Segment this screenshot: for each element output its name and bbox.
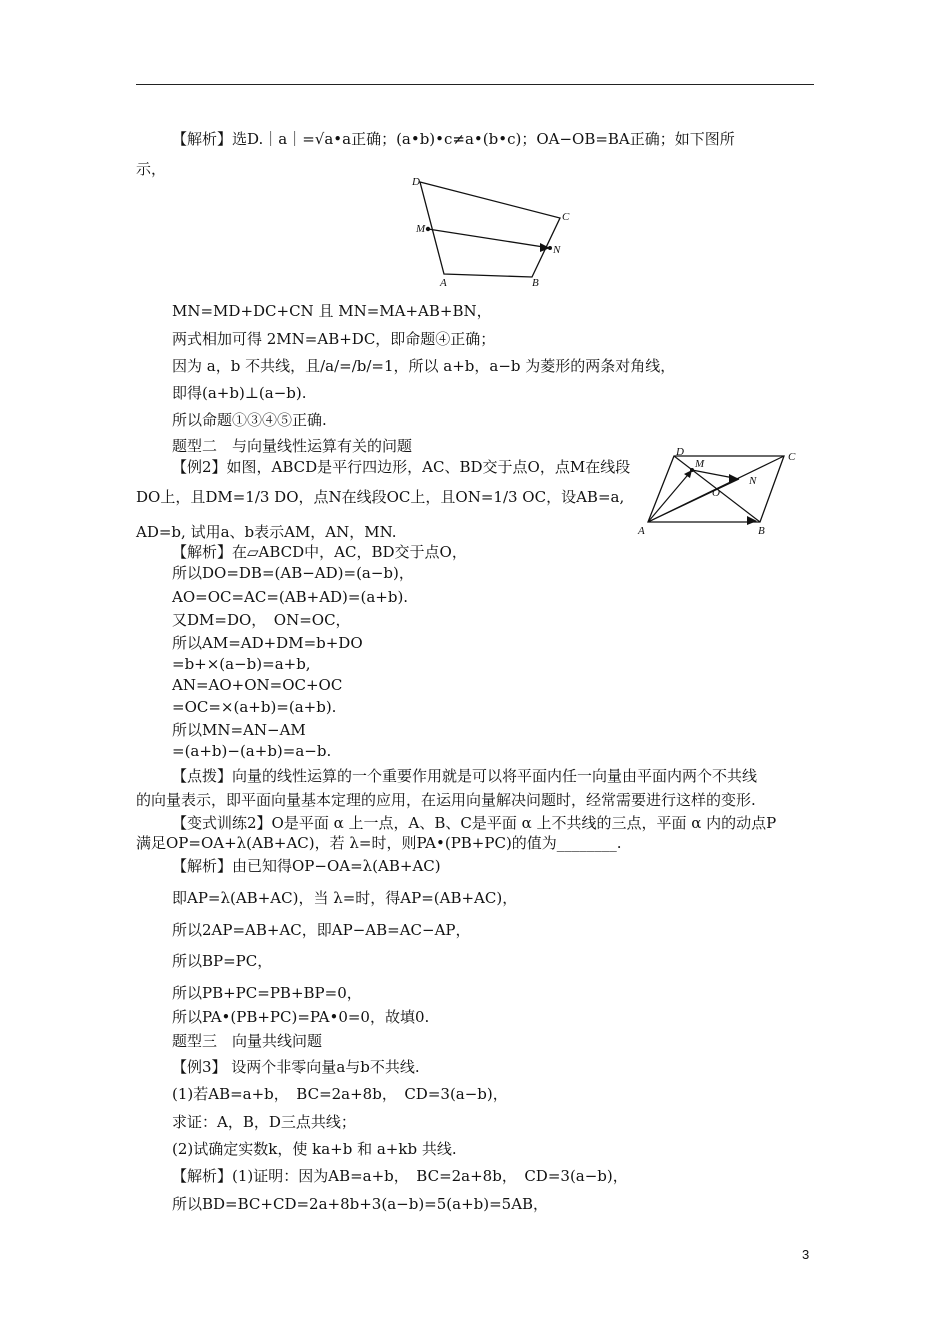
label-O: O — [712, 487, 720, 499]
text-line: 【解析】(1)证明：因为AB=a+b， BC=2a+8b， CD=3(a−b)， — [172, 1167, 628, 1185]
text-line: 所以MN=AN−AM — [172, 721, 306, 739]
text-line: 所以BP=PC， — [172, 952, 273, 970]
text-line: 所以PA•(PB+PC)=PA•0=0，故填0. — [172, 1008, 430, 1026]
text-line: 【例3】 设两个非零向量a与b不共线. — [172, 1058, 420, 1076]
text-line: AD=b, 试用a、b表示AM，AN，MN. — [136, 523, 397, 541]
text-line: 【解析】由已知得OP−OA=λ(AB+AC) — [172, 857, 441, 875]
label-B: B — [758, 525, 765, 537]
text-line: AN=AO+ON=OC+OC — [172, 676, 343, 694]
text-line: AO=OC=AC=(AB+AD)=(a+b). — [172, 588, 409, 606]
label-B: B — [532, 277, 539, 289]
label-D: D — [412, 176, 420, 188]
text-line: 所以BD=BC+CD=2a+8b+3(a−b)=5(a+b)=5AB， — [172, 1195, 549, 1213]
text-line: 求证：A，B，D三点共线； — [172, 1113, 356, 1131]
label-C: C — [788, 451, 796, 463]
figure-parallelogram — [632, 440, 807, 540]
text-line: 即AP=λ(AB+AC)，当 λ=时，得AP=(AB+AC)， — [172, 889, 518, 907]
text-line: =OC=×(a+b)=(a+b). — [172, 698, 337, 716]
text-line: 【例2】如图，ABCD是平行四边形，AC、BD交于点O，点M在线段 — [172, 458, 631, 476]
label-N: N — [749, 475, 757, 487]
label-M: M — [695, 458, 705, 470]
label-C: C — [562, 211, 570, 223]
section-heading: 题型三 向量共线问题 — [172, 1032, 323, 1050]
label-A: A — [638, 525, 645, 537]
text-line: 【解析】在▱ABCD中，AC，BD交于点O， — [172, 543, 467, 561]
text-line: =(a+b)−(a+b)=a−b. — [172, 742, 332, 760]
label-M: M — [416, 223, 426, 235]
figure-quadrilateral — [400, 172, 590, 292]
header-rule — [136, 84, 814, 85]
page-number: 3 — [802, 1247, 810, 1262]
text-line: (2)试确定实数k，使 ka+b 和 a+kb 共线. — [172, 1140, 457, 1158]
text-line: 所以2AP=AB+AC，即AP−AB=AC−AP， — [172, 921, 471, 939]
label-N: N — [553, 244, 561, 256]
label-A: A — [440, 277, 447, 289]
text-line: DO上，且DM=1/3 DO，点N在线段OC上，且ON=1/3 OC，设AB=a, — [136, 488, 625, 506]
text-line: (1)若AB=a+b， BC=2a+8b， CD=3(a−b)， — [172, 1085, 508, 1103]
text-line: =b+×(a−b)=a+b, — [172, 655, 311, 673]
text-line: 即得(a+b)⊥(a−b). — [172, 384, 307, 402]
text-line: 因为 a，b 不共线，且/a/=/b/=1，所以 a+b，a−b 为菱形的两条对角线， — [172, 357, 676, 375]
text-line: 所以PB+PC=PB+BP=0， — [172, 984, 362, 1002]
text-line: 【解析】选D.｜a｜=√a•a正确；(a•b)•c≠a•(b•c)；OA−OB=BA正确；如下图所 — [172, 130, 735, 148]
text-line: 所以命题①③④⑤正确. — [172, 411, 327, 429]
text-line: 【点拨】向量的线性运算的一个重要作用就是可以将平面内任一向量由平面内两个不共线 — [172, 767, 758, 785]
text-line: 的向量表示，即平面向量基本定理的应用，在运用向量解决问题时，经常需要进行这样的变形. — [136, 791, 756, 809]
text-line: 【变式训练2】O是平面 α 上一点，A、B、C是平面 α 上不共线的三点，平面 α 内的动点P — [172, 814, 777, 832]
text-line: MN=MD+DC+CN 且 MN=MA+AB+BN， — [172, 302, 492, 320]
text-line: 两式相加可得 2MN=AB+DC，即命题④正确； — [172, 330, 496, 348]
text-line: 所以DO=DB=(AB−AD)=(a−b)， — [172, 564, 414, 582]
text-line: 满足OP=OA+λ(AB+AC)，若 λ=时，则PA•(PB+PC)的值为________. — [136, 834, 622, 852]
text-line: 示， — [136, 160, 167, 178]
text-line: 又DM=DO， ON=OC， — [172, 611, 351, 629]
label-D: D — [676, 446, 684, 458]
text-line: 所以AM=AD+DM=b+DO — [172, 634, 363, 652]
section-heading: 题型二 与向量线性运算有关的问题 — [172, 437, 413, 455]
